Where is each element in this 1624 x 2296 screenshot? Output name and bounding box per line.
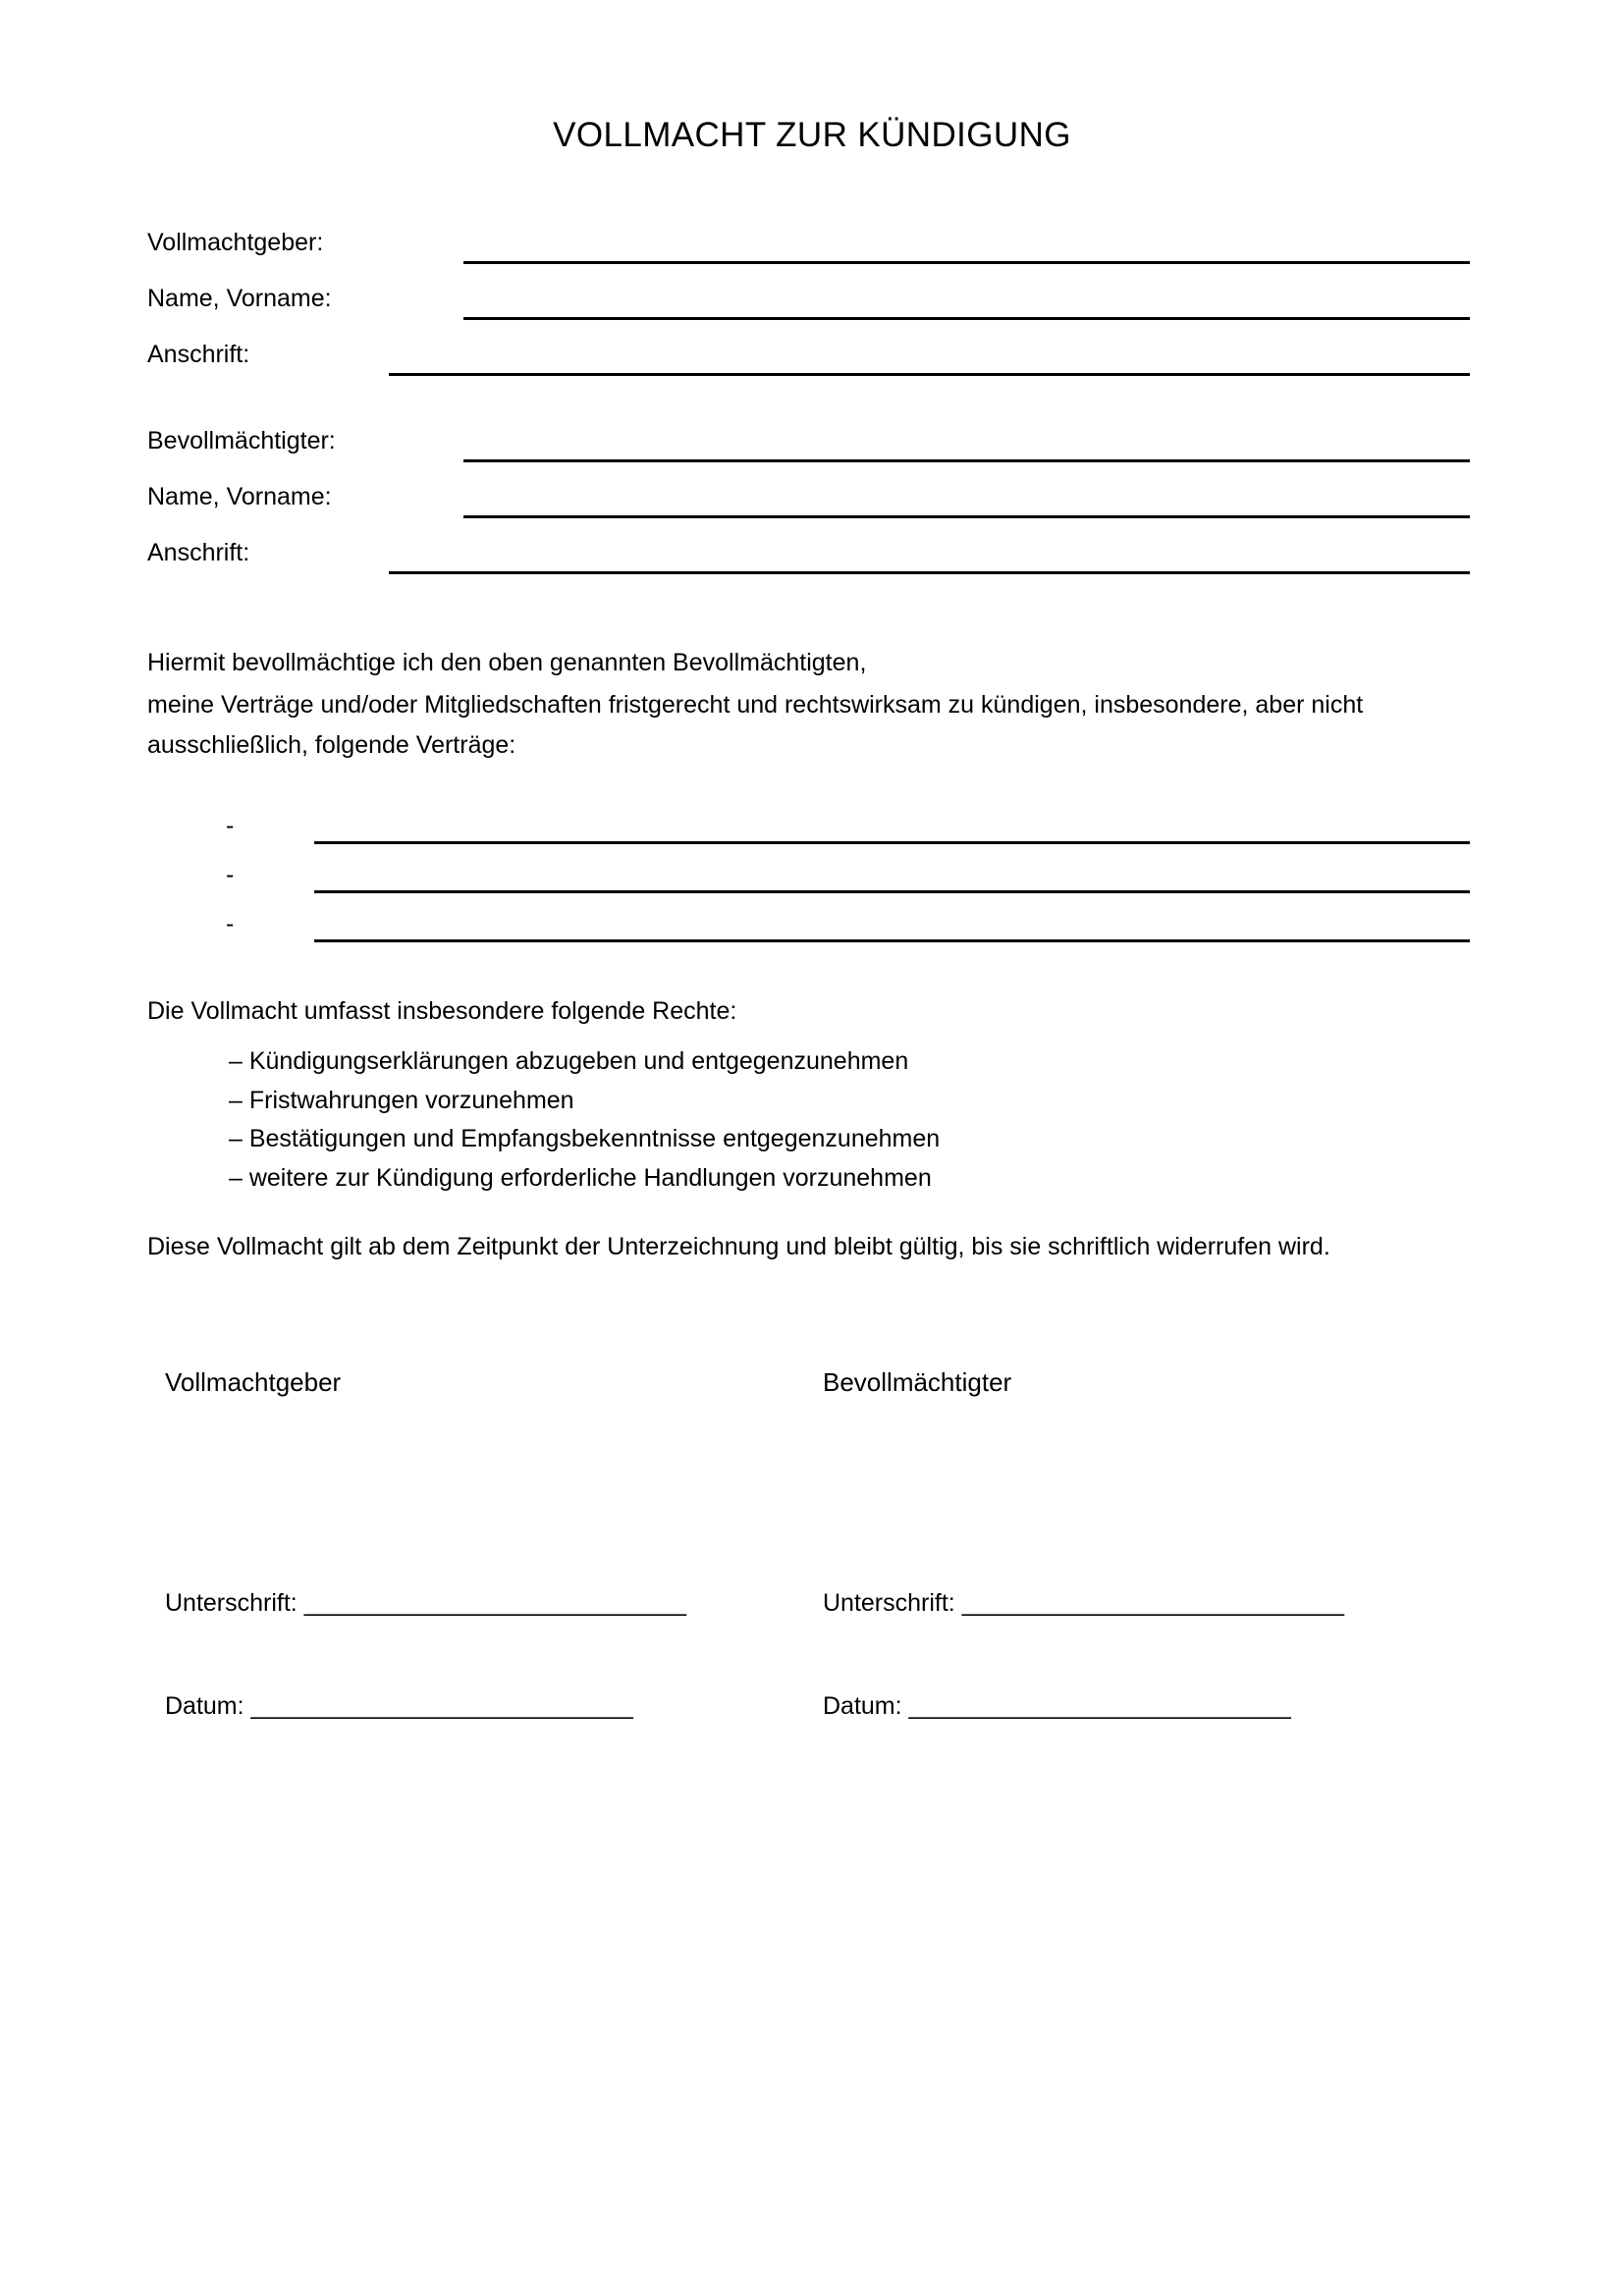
field-input-name-vorname-grantor[interactable] (463, 317, 1470, 320)
field-label-name-vorname-grantor: Name, Vorname: (147, 285, 332, 312)
agent-field-block (147, 426, 1483, 594)
field-input-vollmachtgeber[interactable] (463, 261, 1470, 264)
rights-list (229, 1042, 1456, 1198)
field-label-name-vorname-agent: Name, Vorname: (147, 483, 332, 510)
date-field-agent[interactable]: Datum: ____________________________ (823, 1692, 1291, 1720)
field-input-anschrift-grantor[interactable] (389, 373, 1470, 376)
field-row-anschrift-grantor (147, 340, 1483, 396)
date-field-grantor[interactable]: Datum: ____________________________ (165, 1692, 633, 1720)
field-label-anschrift-grantor: Anschrift: (147, 341, 250, 368)
signature-heading-agent: Bevollmächtigter (823, 1367, 1012, 1397)
field-row-name-vorname-grantor (147, 284, 1483, 340)
contract-entry-row (147, 860, 1483, 909)
intro-paragraph-line1: Hiermit bevollmächtige ich den oben genannten Bevollmächtigten, (147, 649, 867, 676)
contract-input-3[interactable] (314, 939, 1470, 942)
field-label-anschrift-agent: Anschrift: (147, 539, 250, 566)
bullet-dash-icon: - (226, 861, 235, 888)
field-row-name-vorname-agent (147, 482, 1483, 538)
list-item: – Fristwahrungen vorzunehmen (229, 1086, 574, 1114)
field-row-anschrift-agent (147, 538, 1483, 594)
signature-field-grantor[interactable]: Unterschrift: ____________________________ (165, 1589, 687, 1617)
bullet-dash-icon: - (226, 812, 235, 839)
bullet-dash-icon: - (226, 910, 235, 937)
contract-input-1[interactable] (314, 841, 1470, 844)
field-input-anschrift-agent[interactable] (389, 571, 1470, 574)
validity-paragraph: Diese Vollmacht gilt ab dem Zeitpunkt der Unterzeichnung und bleibt gültig, bis sie schriftlich widerrufen wird. (147, 1233, 1330, 1260)
rights-heading: Die Vollmacht umfasst insbesondere folgende Rechte: (147, 997, 737, 1025)
field-input-name-vorname-agent[interactable] (463, 515, 1470, 518)
contract-entry-row (147, 811, 1483, 860)
page-title: VOLLMACHT ZUR KÜNDIGUNG (553, 116, 1071, 154)
list-item: – Kündigungserklärungen abzugeben und entgegenzunehmen (229, 1047, 909, 1075)
intro-paragraph-line2: meine Verträge und/oder Mitgliedschaften fristgerecht und rechtswirksam zu kündigen, insbesondere, aber nicht ausschließlich, folgende Verträge: (147, 691, 1364, 759)
contract-entry-list (147, 811, 1483, 958)
contract-input-2[interactable] (314, 890, 1470, 893)
contract-entry-row (147, 909, 1483, 958)
signature-field-agent[interactable]: Unterschrift: ____________________________ (823, 1589, 1345, 1617)
list-item: – Bestätigungen und Empfangsbekenntnisse entgegenzunehmen (229, 1125, 941, 1152)
field-input-bevollmaechtigter[interactable] (463, 459, 1470, 462)
list-item: – weitere zur Kündigung erforderliche Handlungen vorzunehmen (229, 1163, 932, 1192)
grantor-field-block (147, 228, 1483, 396)
signature-heading-grantor: Vollmachtgeber (165, 1367, 342, 1397)
field-label-bevollmaechtigter: Bevollmächtigter: (147, 427, 336, 454)
field-row-vollmachtgeber (147, 228, 1483, 284)
field-label-vollmachtgeber: Vollmachtgeber: (147, 229, 324, 256)
field-row-bevollmaechtigter (147, 426, 1483, 482)
